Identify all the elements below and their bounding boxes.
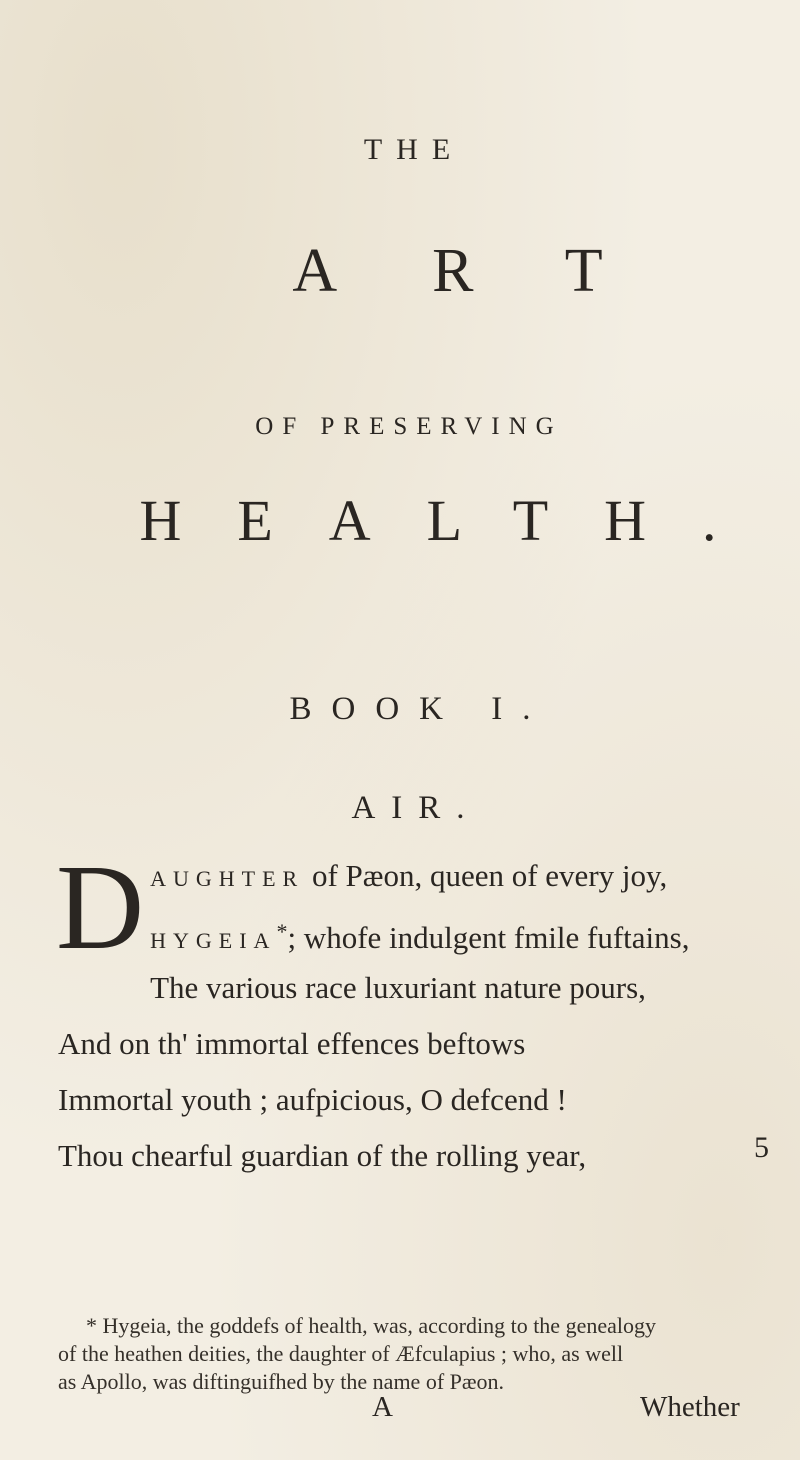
verse-line-3: The various race luxuriant nature pours,: [150, 970, 646, 1005]
catchword: Whether: [640, 1391, 740, 1423]
verse-line-2-smallcaps: HYGEIA: [150, 928, 277, 953]
verse-line-1-text: of Pæon, queen of every joy,: [304, 858, 668, 893]
footnote-line-1: * Hygeia, the goddefs of health, was, according to the genealogy: [86, 1313, 656, 1338]
footnote-reference-mark: *: [276, 919, 288, 944]
verse-line-number: 5: [754, 1131, 769, 1164]
footnote-line-2: of the heathen deities, the daughter of Æfculapius ; who, as well: [58, 1341, 624, 1366]
verse-line-1-smallcaps: AUGHTER: [150, 866, 305, 891]
signature-mark: A: [372, 1391, 393, 1423]
verse-line-1: [58, 848, 758, 904]
title-art: ART: [292, 237, 698, 305]
footnote-line-3: as Apollo, was diftinguifhed by the name of Pæon.: [58, 1369, 505, 1394]
verse-line-2: [58, 904, 758, 960]
section-heading: AIR.: [351, 790, 481, 826]
drop-cap: D: [56, 840, 145, 975]
verse-line-6: Thou chearful guardian of the rolling year,: [58, 1138, 587, 1173]
verse-block: [56, 840, 758, 1184]
footnote: [58, 1312, 778, 1396]
verse-line-5: Immortal youth ; aufpicious, O defcend !: [58, 1082, 567, 1117]
verse-line-2-text: ; whofe indulgent fmile fuftains,: [287, 920, 690, 955]
title-of-preserving: OF PRESERVING: [255, 413, 563, 440]
book-heading: BOOK I.: [289, 691, 551, 727]
verse-line-4: And on th' immortal effences beftows: [58, 1026, 526, 1061]
title-health: HEALTH.: [139, 488, 773, 553]
title-the: THE: [363, 133, 465, 166]
